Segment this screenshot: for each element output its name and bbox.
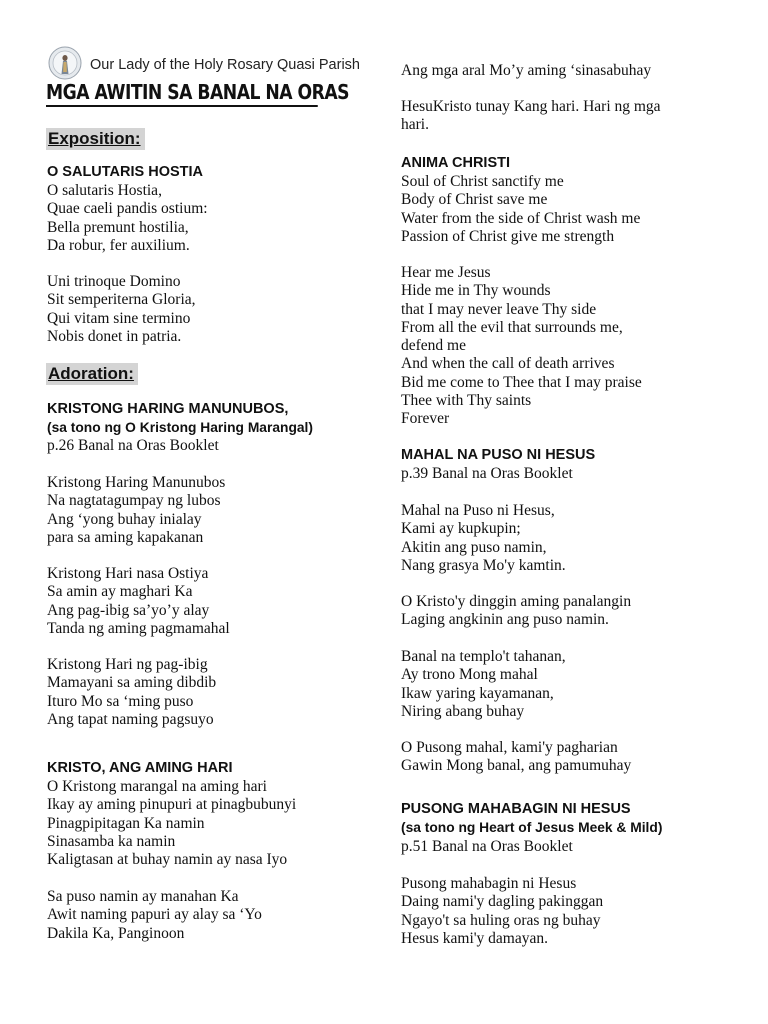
- booklet-ref-kristong-haring: p.26 Banal na Oras Booklet: [47, 437, 219, 454]
- lyric-line: Quae caeli pandis ostium:: [47, 200, 208, 218]
- lyric-line: Sinasamba ka namin: [47, 832, 176, 850]
- lyric-line: O salutaris Hostia,: [47, 182, 162, 199]
- lyric-line: Da robur, fer auxilium.: [47, 236, 190, 254]
- lyric-line: Sa amin ay maghari Ka: [47, 583, 193, 601]
- lyric-line: Ang tapat naming pagsuyo: [47, 710, 214, 728]
- lyric-line: Ay trono Mong mahal: [401, 666, 538, 684]
- parish-seal-icon: [48, 46, 82, 80]
- hymn-title-o-salutaris: O SALUTARIS HOSTIA: [47, 164, 204, 180]
- lyric-line: Ikay ay aming pinupuri at pinagbubunyi: [47, 796, 297, 814]
- section-adoration: Adoration:: [46, 363, 138, 385]
- lyric-line: Hear me Jesus: [401, 264, 491, 281]
- document-title: MGA AWITIN SA BANAL NA ORAS: [46, 80, 318, 107]
- stanza-kristong-haring-2: [47, 565, 230, 638]
- stanza-anima-christi-1: [401, 173, 640, 246]
- stanza-continuation-1: [401, 62, 651, 80]
- lyric-line: Mahal na Puso ni Hesus,: [401, 502, 555, 519]
- lyric-line: Sit semperiterna Gloria,: [47, 291, 196, 309]
- lyric-line: hari.: [401, 116, 429, 134]
- section-exposition: Exposition:: [46, 128, 145, 150]
- lyric-line: para sa aming kapakanan: [47, 528, 204, 546]
- lyric-line: Thee with Thy saints: [401, 392, 532, 410]
- booklet-ref-mahal-na-puso: p.39 Banal na Oras Booklet: [401, 465, 573, 482]
- hymn-subtitle-kristong-haring: (sa tono ng O Kristong Haring Marangal): [47, 420, 313, 435]
- stanza-pusong-mahabagin-1: [401, 875, 603, 948]
- lyric-line: Nang grasya Mo'y kamtin.: [401, 556, 566, 574]
- hymn-title-mahal-na-puso: MAHAL NA PUSO NI HESUS: [401, 447, 596, 463]
- parish-name: Our Lady of the Holy Rosary Quasi Parish: [90, 57, 360, 73]
- lyric-line: Awit naming papuri ay alay sa ‘Yo: [47, 906, 262, 924]
- stanza-anima-christi-2: [401, 264, 642, 429]
- stanza-mahal-na-puso-4: [401, 739, 631, 776]
- lyric-line: From all the evil that surrounds me,: [401, 318, 623, 336]
- lyric-line: HesuKristo tunay Kang hari. Hari ng mga: [401, 98, 661, 115]
- lyric-line: O Kristo'y dinggin aming panalangin: [401, 593, 632, 610]
- stanza-continuation-2: [401, 98, 661, 135]
- stanza-mahal-na-puso-1: [401, 502, 566, 575]
- lyric-line: Forever: [401, 410, 450, 428]
- lyric-line: Ang pag-ibig sa’yo’y alay: [47, 601, 210, 619]
- lyric-line: And when the call of death arrives: [401, 355, 615, 373]
- hymn-title-anima-christi: ANIMA CHRISTI: [401, 155, 511, 171]
- stanza-mahal-na-puso-2: [401, 593, 631, 630]
- booklet-ref-pusong-mahabagin: p.51 Banal na Oras Booklet: [401, 838, 573, 855]
- hymn-title-kristong-haring: KRISTONG HARING MANUNUBOS,: [47, 401, 289, 417]
- lyric-line: Banal na templo't tahanan,: [401, 648, 566, 665]
- lyric-line: Laging angkinin ang puso namin.: [401, 611, 609, 629]
- lyric-line: Ang mga aral Mo’y aming ‘sinasabuhay: [401, 62, 652, 79]
- lyric-line: Kristong Haring Manunubos: [47, 474, 226, 491]
- lyric-line: Sa puso namin ay manahan Ka: [47, 888, 239, 905]
- lyric-line: Na nagtatagumpay ng lubos: [47, 492, 221, 510]
- stanza-kristong-haring-1: [47, 474, 225, 547]
- lyric-line: Niring abang buhay: [401, 702, 525, 720]
- lyric-line: Body of Christ save me: [401, 191, 548, 209]
- lyric-line: Ituro Mo sa ‘ming puso: [47, 692, 194, 710]
- hymn-title-pusong-mahabagin: PUSONG MAHABAGIN NI HESUS: [401, 801, 631, 817]
- lyric-line: Akitin ang puso namin,: [401, 538, 547, 556]
- lyric-line: Bella premunt hostilia,: [47, 218, 189, 236]
- hymn-subtitle-pusong-mahabagin: (sa tono ng Heart of Jesus Meek & Mild): [401, 820, 663, 835]
- lyric-line: Qui vitam sine termino: [47, 309, 191, 327]
- lyric-line: Bid me come to Thee that I may praise: [401, 373, 642, 391]
- lyric-line: O Pusong mahal, kami'y pagharian: [401, 739, 618, 756]
- lyric-line: defend me: [401, 337, 466, 355]
- lyric-line: Kristong Hari ng pag-ibig: [47, 656, 208, 673]
- lyric-line: Gawin Mong banal, ang pamumuhay: [401, 757, 632, 775]
- lyric-line: Tanda ng aming pagmamahal: [47, 619, 230, 637]
- lyric-line: Mamayani sa aming dibdib: [47, 674, 217, 692]
- lyric-line: Uni trinoque Domino: [47, 273, 181, 290]
- stanza-o-salutaris-2: [47, 273, 196, 346]
- lyric-line: Ang ‘yong buhay inialay: [47, 510, 202, 528]
- lyric-line: Soul of Christ sanctify me: [401, 173, 564, 190]
- lyric-line: Ngayo't sa huling oras ng buhay: [401, 911, 601, 929]
- lyric-line: Kristong Hari nasa Ostiya: [47, 565, 209, 582]
- lyric-line: Pusong mahabagin ni Hesus: [401, 875, 577, 892]
- hymn-title-kristo-ang-aming-hari: KRISTO, ANG AMING HARI: [47, 760, 233, 776]
- lyric-line: Kaligtasan at buhay namin ay nasa Iyo: [47, 851, 288, 869]
- stanza-kristo-1: [47, 778, 296, 869]
- lyric-line: Passion of Christ give me strength: [401, 227, 615, 245]
- stanza-mahal-na-puso-3: [401, 648, 566, 721]
- stanza-kristo-2: [47, 888, 262, 943]
- lyric-line: Daing nami'y dagling pakinggan: [401, 893, 604, 911]
- lyric-line: Kami ay kupkupin;: [401, 520, 521, 538]
- lyric-line: O Kristong marangal na aming hari: [47, 778, 267, 795]
- lyric-line: Hide me in Thy wounds: [401, 282, 551, 300]
- lyric-line: Nobis donet in patria.: [47, 327, 182, 345]
- lyric-line: Hesus kami'y damayan.: [401, 929, 548, 947]
- lyric-line: that I may never leave Thy side: [401, 300, 597, 318]
- lyric-line: Pinagpipitagan Ka namin: [47, 814, 205, 832]
- lyric-line: Dakila Ka, Panginoon: [47, 924, 185, 942]
- lyric-line: Ikaw yaring kayamanan,: [401, 684, 554, 702]
- stanza-kristong-haring-3: [47, 656, 216, 729]
- lyric-line: Water from the side of Christ wash me: [401, 209, 641, 227]
- stanza-o-salutaris-1: [47, 182, 208, 255]
